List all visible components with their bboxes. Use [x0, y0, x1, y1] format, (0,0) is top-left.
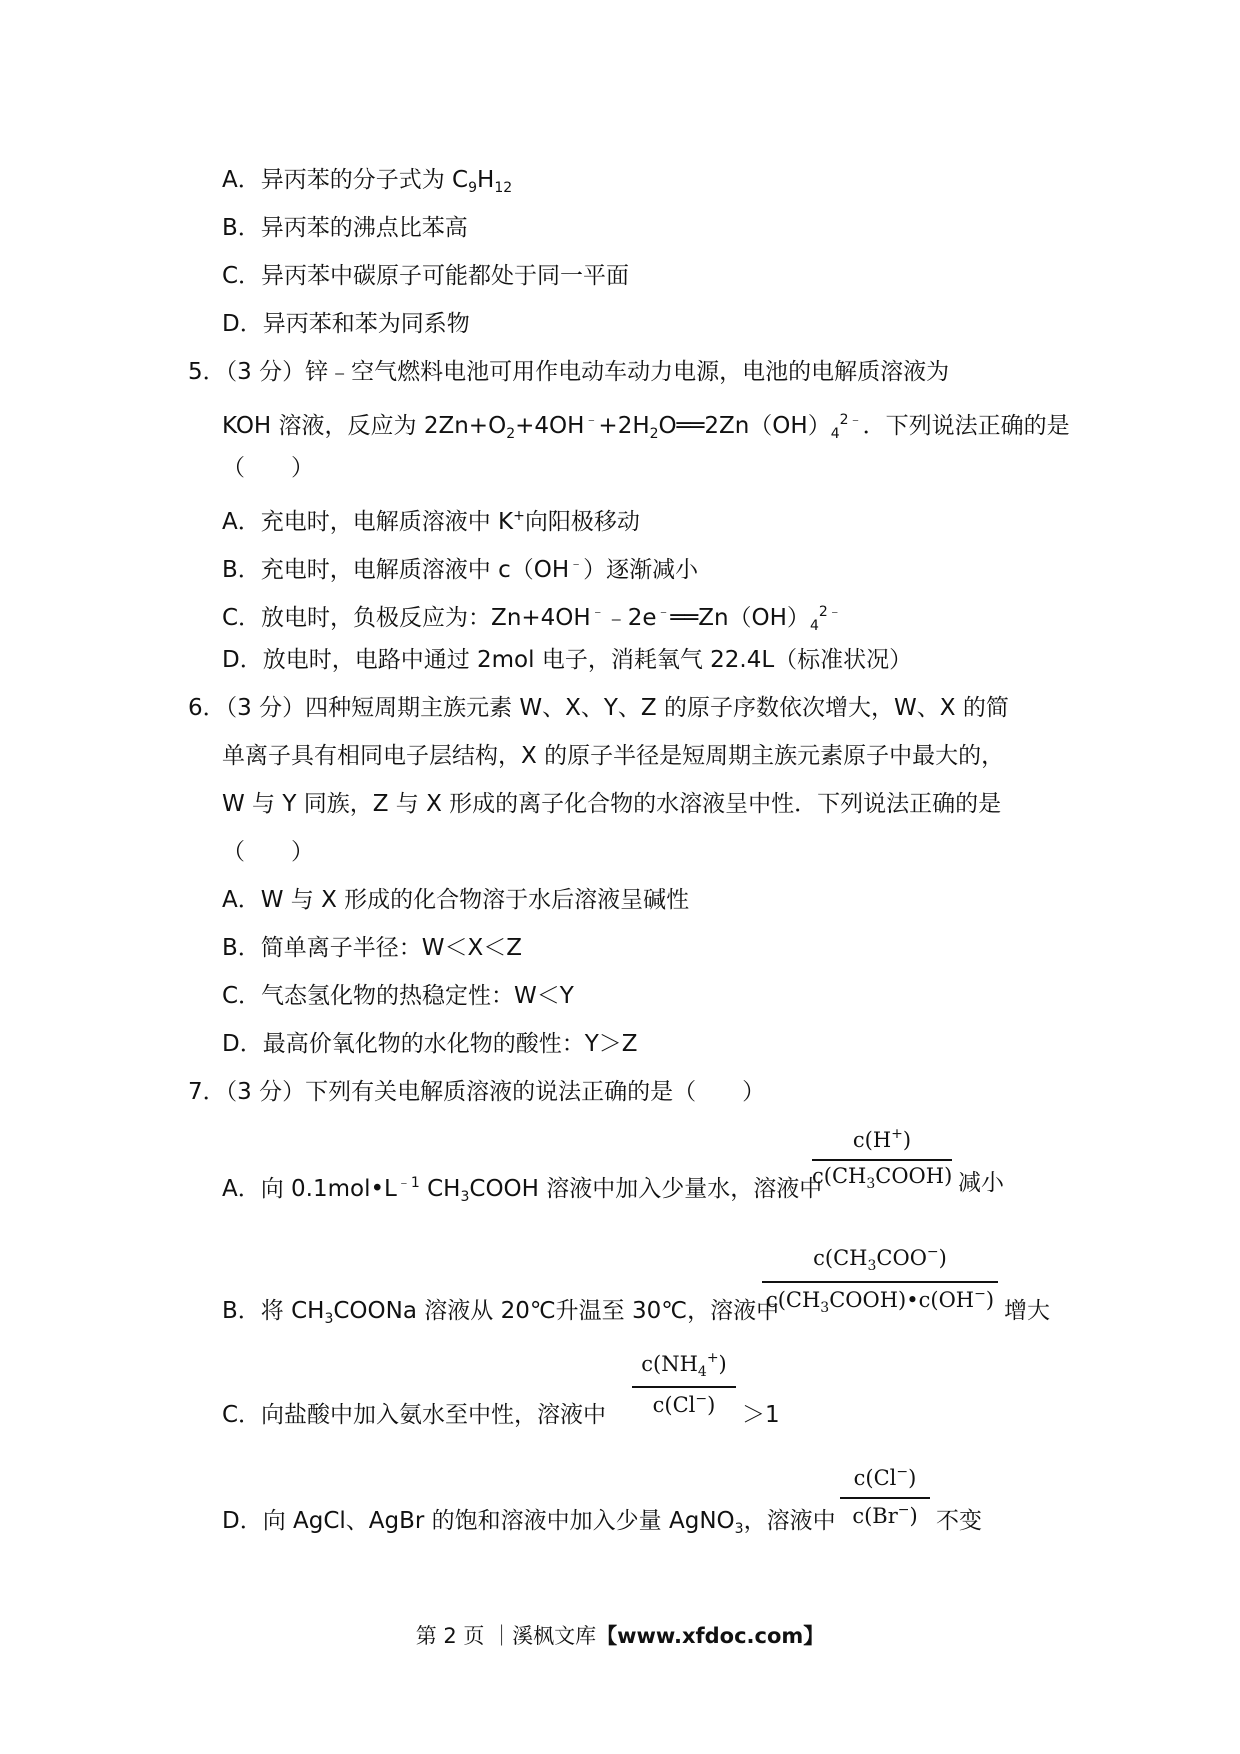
q7-c-fraction — [632, 1350, 736, 1426]
q6-stem-line1: 6．（3 分）四种短周期主族元素 W、X、Y、Z 的原子序数依次增大，W、X 的简 — [188, 695, 1009, 721]
q7-option-b: B．将 $CH_3COONa$ 溶液从 20℃升温至 30℃，溶液中 — [222, 1298, 780, 1327]
q7-c-fraction-bar — [632, 1386, 736, 1388]
q6-option-d: D．最高价氧化物的水化物的酸性：Y＞Z — [222, 1031, 638, 1057]
q6-option-b: B．简单离子半径：W＜X＜Z — [222, 935, 523, 961]
q7-option-d-tail: 不变 — [936, 1508, 982, 1534]
q5-answer-paren: （ ） — [222, 455, 314, 481]
q5-stem-line2: KOH 溶液，反应为 $2Zn+O_2+4OH^﹣+2H_2O══2Zn(OH)_4^{2﹣}$．下列说法正确的是 — [222, 412, 1070, 442]
q5-stem-line1: 5．（3 分）锌﹣空气燃料电池可用作电动车动力电源，电池的电解质溶液为 — [188, 359, 950, 385]
q6-stem-line2: 单离子具有相同电子层结构，X 的原子半径是短周期主族元素原子中最大的， — [222, 743, 1005, 769]
q7-option-a-tail: 减小 — [958, 1170, 1004, 1196]
q7-d-numerator: c(Cl−) — [853, 1464, 917, 1490]
q7-b-fraction — [762, 1244, 998, 1324]
q7-a-fraction — [812, 1126, 952, 1198]
q7-a-denominator: $c(CH_3COOH)$ — [812, 1164, 953, 1192]
q4-option-a: A．异丙苯的分子式为 $C_9H_{12}$ — [222, 167, 513, 196]
q7-b-denominator: $c(CH_3COOH)•c(OH^-)$ — [765, 1286, 995, 1316]
q7-option-b-tail: 增大 — [1004, 1298, 1050, 1324]
footer-page-label: 第 2 页 ｜溪枫文库 — [415, 1624, 597, 1648]
q6-option-c: C．气态氢化物的热稳定性：W＜Y — [222, 983, 574, 1009]
q5-option-a: A．充电时，电解质溶液中 K+向阳极移动 — [222, 508, 640, 535]
q7-a-fraction-bar — [812, 1159, 952, 1161]
q4-option-d: D．异丙苯和苯为同系物 — [222, 311, 470, 337]
q7-option-c: C．向盐酸中加入氨水至中性，溶液中 — [222, 1402, 607, 1428]
q6-answer-paren: （ ） — [222, 839, 314, 865]
q7-a-numerator: c(H+) — [852, 1126, 912, 1152]
q7-option-d: D．向 AgCl、AgBr 的饱和溶液中加入少量 AgNO$_3$，溶液中 — [222, 1508, 836, 1537]
q7-c-numerator: $c(NH_4^+)$ — [641, 1350, 727, 1380]
q7-option-c-tail: ＞1 — [742, 1402, 780, 1428]
q6-stem-line3: W 与 Y 同族，Z 与 X 形成的离子化合物的水溶液呈中性．下列说法正确的是 — [222, 791, 1002, 817]
q7-stem: 7．（3 分）下列有关电解质溶液的说法正确的是（ ） — [188, 1079, 766, 1105]
q5-option-d: D．放电时，电路中通过 2mol 电子，消耗氧气 22.4L（标准状况） — [222, 647, 913, 673]
q7-b-fraction-bar — [762, 1281, 998, 1283]
q7-option-a: A．向 $0.1mol•L^{﹣1}$ $CH_3COOH$ 溶液中加入少量水，溶液中 — [222, 1175, 823, 1205]
q4-option-c: C．异丙苯中碳原子可能都处于同一平面 — [222, 263, 630, 289]
q7-b-numerator: $c(CH_3COO^-)$ — [813, 1244, 947, 1274]
q7-d-fraction — [840, 1464, 930, 1536]
q5-option-c: C．放电时，负极反应为：$Zn+4OH^﹣﹣2e^﹣══Zn(OH)_4^{2﹣}$ — [222, 604, 842, 634]
q7-c-denominator: c(Cl−) — [652, 1391, 716, 1417]
page-footer — [0, 1620, 1240, 1650]
q4-option-b: B．异丙苯的沸点比苯高 — [222, 215, 468, 241]
q7-d-fraction-bar — [840, 1497, 930, 1499]
footer-site-link[interactable]: 【www.xfdoc.com】 — [596, 1624, 825, 1648]
q7-d-denominator: c(Br−) — [852, 1502, 918, 1528]
q5-option-b: B．充电时，电解质溶液中 c（OH﹣）逐渐减小 — [222, 556, 699, 583]
q6-option-a: A．W 与 X 形成的化合物溶于水后溶液呈碱性 — [222, 887, 690, 913]
